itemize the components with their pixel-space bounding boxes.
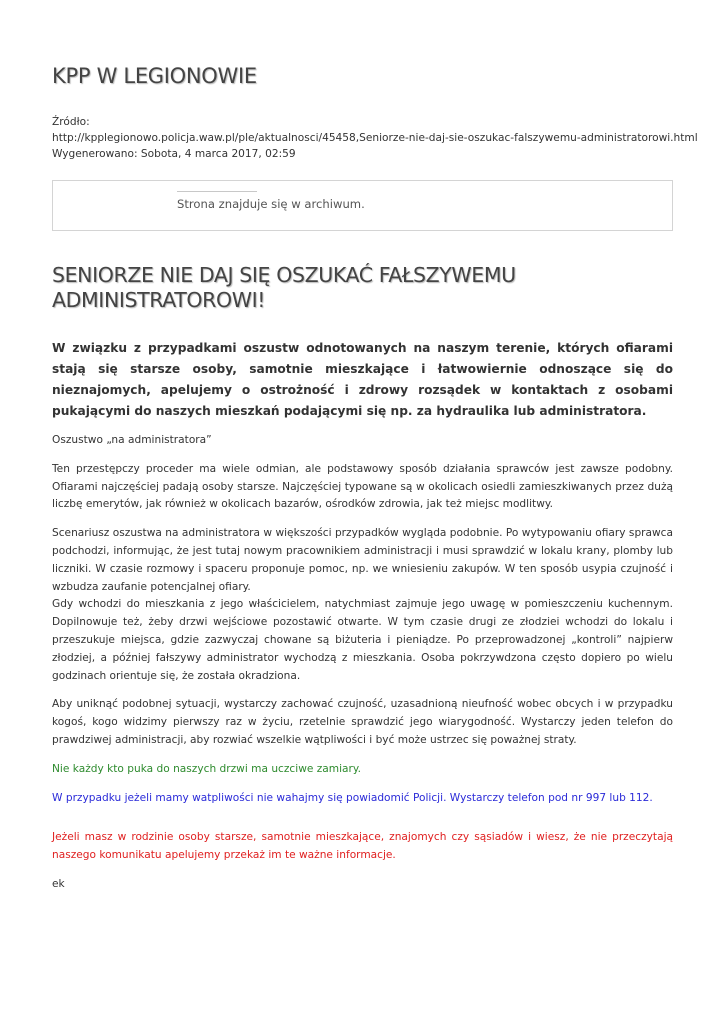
archive-notice: Strona znajduje się w archiwum. (177, 197, 365, 211)
article-body (52, 432, 673, 905)
source-url: http://kpplegionowo.policja.waw.pl/ple/aktualnosci/45458,Seniorze-nie-daj-sie-oszukac-falszywemu-administratorowi.html (52, 132, 698, 144)
warning-green: Nie każdy kto puka do naszych drzwi ma uczciwe zamiary. (52, 762, 362, 775)
author-signature: ek (52, 877, 65, 890)
site-title: KPP W LEGIONOWIE (52, 64, 257, 88)
appeal-red: Jeżeli masz w rodzinie osoby starsze, samotnie mieszkające, znajomych czy sąsiadów i wiesz, że nie przeczytają naszego komunikatu apelujemy przekaż im te ważne informacje. (52, 831, 673, 862)
article-title: SENIORZE NIE DAJ SIĘ OSZUKAĆ FAŁSZYWEMU ADMINISTRATOROWI! (52, 263, 516, 312)
paragraph: Scenariusz oszustwa na administratora w większości przypadków wygląda podobnie. Po wytypowaniu ofiary sprawca podchodzi, informując, że jest tutaj nowym pracownikiem administracji i musi sprawdzić w lokalu krany, plomby lub liczniki. W czasie rozmowy i spaceru proponuje pomoc, np. we wniesieniu zakupów. W ten sposób usypia czujność i wzbudza zaufanie potencjalnej ofiary. (52, 527, 673, 593)
archive-divider (177, 191, 257, 192)
source-label: Źródło: (52, 116, 90, 128)
paragraph: Ten przestępczy proceder ma wiele odmian, ale podstawowy sposób działania sprawców jest zawsze podobny. Ofiarami najczęściej padają osoby starsze. Najczęściej typowane są w okolicach osiedli zamieszkiwanych przez dużą liczbę emerytów, jak również w okolicach bazarów, ośrodków zdrowia, jak też miejsc modlitwy. (52, 462, 673, 511)
source-meta (52, 114, 698, 162)
paragraph: Gdy wchodzi do mieszkania z jego właścicielem, natychmiast zajmuje jego uwagę w pomieszczeniu kuchennym. Dopilnowuje też, żeby drzwi wejściowe pozostawić otwarte. W tym czasie drugi ze złodziei wchodzi do lokalu i przeszukuje miejsca, gdzie zazwyczaj chowane są biżuteria i pieniądze. Po przeprowadzonej „kontroli” najpierw złodziej, a później fałszywy administrator wychodzą z mieszkania. Osoba pokrzywdzona często dopiero po wielu godzinach orientuje się, że została okradziona. (52, 598, 673, 682)
section-heading: Oszustwo „na administratora” (52, 434, 212, 446)
paragraph: Aby uniknąć podobnej sytuacji, wystarczy zachować czujność, uzasadnioną nieufność wobec obcych i w przypadku kogoś, kogo widzimy pierwszy raz w życiu, rzetelnie sprawdzić jego wiarygodność. Wystarczy jeden telefon do prawdziwej administracji, aby rozwiać wszelkie wątpliwości i być może ustrzec się poważnej straty. (52, 698, 673, 746)
archive-notice-box (52, 180, 673, 231)
notice-blue: W przypadku jeżeli mamy watpliwości nie wahajmy się powiadomić Policji. Wystarczy telefon pod nr 997 lub 112. (52, 791, 653, 804)
generated-date: Wygenerowano: Sobota, 4 marca 2017, 02:59 (52, 148, 296, 160)
article-lead: W związku z przypadkami oszustw odnotowanych na naszym terenie, których ofiarami stają się starsze osoby, samotnie mieszkające i łatwowiernie odnoszące się do nieznajomych, apelujemy o ostrożność i zdrowy rozsądek w kontaktach z osobami pukającymi do naszych mieszkań podającymi się np. za hydraulika lub administratora. (52, 341, 673, 418)
